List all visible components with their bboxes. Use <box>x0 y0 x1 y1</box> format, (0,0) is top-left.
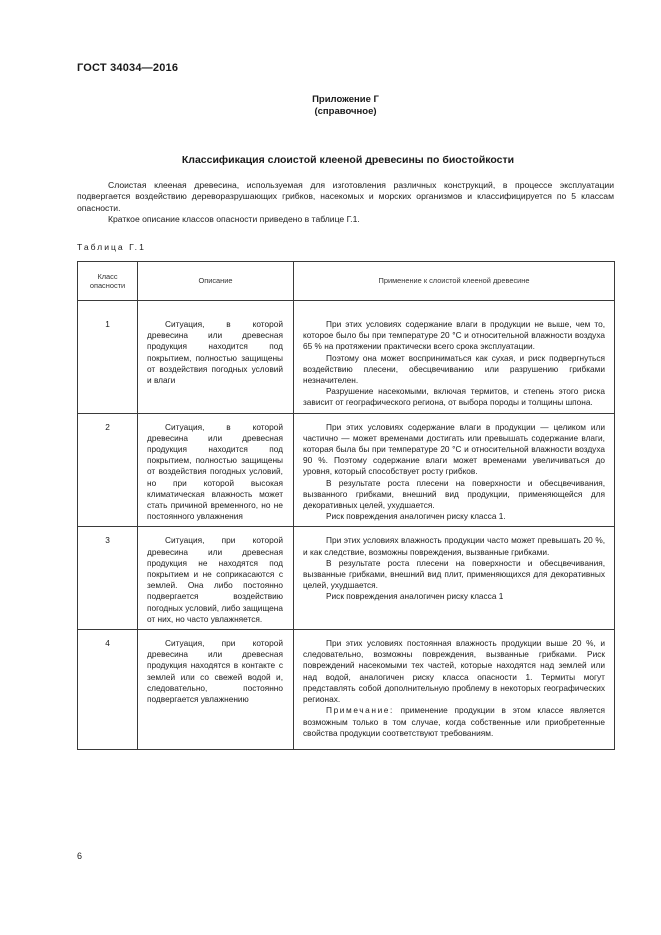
application-cell <box>294 527 615 630</box>
table-row <box>78 413 615 527</box>
application-paragraph: При этих условиях содержание влаги в продукции — целиком или частично — может временами достигать или превышать содержание влаги, которая была бы при температуре 20 °С и относительной влажности воздуха 90 %. Поэтому содержание влаги может временами увеличиваться до уровня, который способствует росту грибков. <box>303 421 605 477</box>
note-label: Примечание: <box>326 705 394 716</box>
description-text: Ситуация, при которой древесина или древесная продукция не находятся под покрытием и не соприкасаются с землей. Она либо постоянно подвергается воздействию погодных условий, либо защищена от них, но часто увлажняется. <box>147 535 283 624</box>
description-text: Ситуация, в которой древесина или древесная продукция находится под покрытием, полностью защищены от воздействия погодных условий и влаги <box>147 319 283 386</box>
application-cell <box>294 630 615 743</box>
table-row <box>78 527 615 630</box>
application-paragraph: В результате роста плесени на поверхности и обесцвечивания, вызванного грибками, внешний вид продукции, применяющейся для декоративных целей, ухудшается. <box>303 477 605 511</box>
appendix-subtitle: (справочное) <box>314 106 377 117</box>
application-paragraph: При этих условиях влажность продукции часто может превышать 20 %, и как следствие, возможны повреждения, вызванные грибками. <box>303 535 605 557</box>
appendix-title: Приложение Г <box>312 94 379 105</box>
page-number: 6 <box>77 851 83 861</box>
header-class: Класс опасности <box>78 262 138 301</box>
description-cell <box>138 527 294 630</box>
description-text: Ситуация, в которой древесина или древесная продукция находится под покрытием, полностью защищены от воздействия погодных условий, но при которой высокая климатическая влажность может стать причиной временного, но не постоянного увлажнения <box>147 421 283 522</box>
description-cell <box>138 413 294 527</box>
application-cell <box>294 311 615 413</box>
appendix-heading <box>0 94 661 118</box>
description-cell <box>138 630 294 743</box>
table-header-row <box>78 262 615 301</box>
application-paragraph: Разрушение насекомыми, включая термитов, и степень этого риска зависит от географического региона, от выбора породы и толщины шпона. <box>303 386 605 408</box>
standard-designation: ГОСТ 34034—2016 <box>77 62 179 74</box>
class-cell: 3 <box>78 527 138 630</box>
application-paragraph: Поэтому она может восприниматься как сухая, и риск подвергнуться воздействию плесени, обесцвечиванию или разрушению грибками незначителен. <box>303 352 605 386</box>
intro-paragraph: Краткое описание классов опасности приведено в таблице Г.1. <box>108 213 360 224</box>
hazard-class-table <box>77 261 615 750</box>
table-note <box>303 705 605 739</box>
table-row <box>78 630 615 743</box>
header-description: Описание <box>138 262 294 301</box>
intro-text <box>77 180 614 225</box>
application-paragraph: При этих условиях содержание влаги в продукции не выше, чем то, которое было бы при температуре 20 °С и относительной влажности воздуха 65 % на протяжении практически всего срока эксплуатации. <box>303 319 605 352</box>
description-text: Ситуация, при которой древесина или древесная продукция находятся в контакте с землей или со свежей водой и, следовательно, постоянно подвергается увлажнению <box>147 638 283 705</box>
table-row <box>78 311 615 413</box>
class-cell: 1 <box>78 311 138 413</box>
application-paragraph: Риск повреждения аналогичен риску класса 1. <box>326 511 506 522</box>
header-application: Применение к слоистой клееной древесине <box>294 262 615 301</box>
section-title: Классификация слоистой клееной древесины по биостойкости <box>181 154 515 166</box>
application-paragraph: Риск повреждения аналогичен риску класса 1 <box>326 591 504 602</box>
table-spacer <box>78 743 615 750</box>
application-cell <box>294 413 615 527</box>
class-cell: 2 <box>78 413 138 527</box>
table-caption: Таблица Г.1 <box>77 242 146 252</box>
table-spacer <box>78 301 615 312</box>
intro-paragraph: Слоистая клееная древесина, используемая для изготовления различных конструкций, в процессе эксплуатации подвергается воздействию дереворазрушающих грибков, насекомых и морских организмов и классифицируется по 5 классам опасности. <box>77 180 614 213</box>
application-paragraph: При этих условиях постоянная влажность продукции выше 20 %, и следовательно, возможны повреждения, вызванные грибками. Риск повреждений насекомыми тех частей, которые находятся над землей или над водой, аналогичен риску класса опасности 1. Термиты могут представлять собой дополнительную проблему в некоторых географических регионах. <box>303 638 605 705</box>
note-text: применение продукции в этом классе является возможным только в том случае, когда собственные или приобретенные свойства продукции соответствуют требованиям. <box>303 705 605 738</box>
class-cell: 4 <box>78 630 138 743</box>
description-cell <box>138 311 294 413</box>
application-paragraph: В результате роста плесени на поверхности и обесцвечивания, вызванные грибками, внешний вид плит, применяющихся для декоративных целей, ухудшается. <box>303 557 605 591</box>
